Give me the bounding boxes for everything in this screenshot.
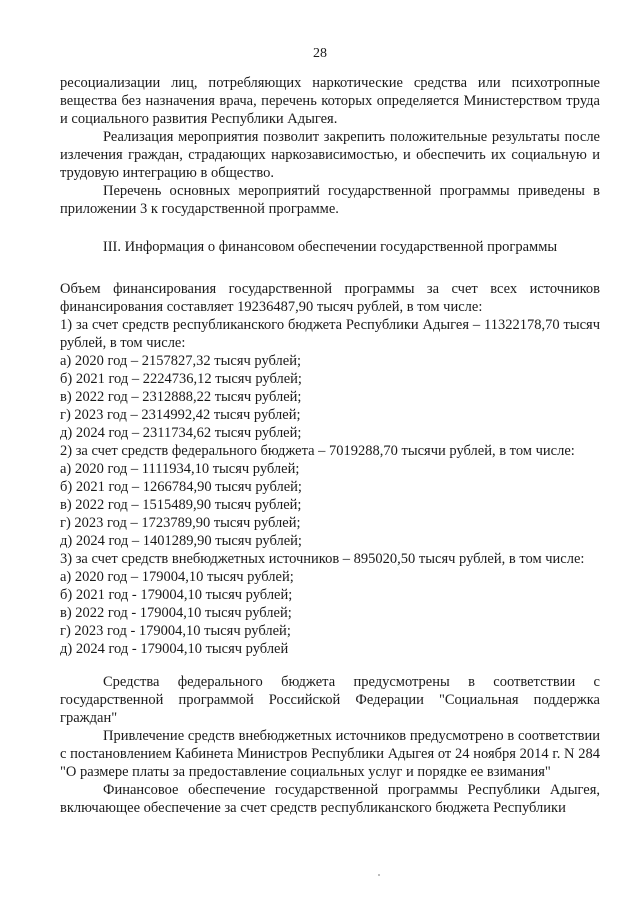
extrabudgetary-item: г) 2023 год - 179004,10 тысяч рублей; [60, 623, 291, 639]
regional-budget-item: а) 2020 год – 2157827,32 тысяч рублей; [60, 353, 302, 369]
paragraph-federal-funds: Средства федерального бюджета предусмотрены в соответствии с государственной программой Российской Федерации "Социальная поддержка граждан" [60, 674, 600, 726]
document-body [60, 74, 600, 817]
spacer [60, 658, 600, 673]
federal-budget-item: в) 2022 год – 1515489,90 тысяч рублей; [60, 497, 302, 513]
scan-dot [378, 874, 380, 876]
page-number: 28 [313, 46, 327, 61]
regional-budget-header: 1) за счет средств республиканского бюджета Республики Адыгея – 11322178,70 тысяч рублей, в том числе: [60, 317, 600, 351]
regional-budget-item: д) 2024 год – 2311734,62 тысяч рублей; [60, 425, 302, 441]
paragraph-activities-list: Перечень основных мероприятий государственной программы приведены в приложении 3 к государственной программе. [60, 183, 600, 217]
extrabudgetary-header: 3) за счет средств внебюджетных источников – 895020,50 тысяч рублей, в том числе: [60, 551, 585, 567]
federal-budget-header: 2) за счет средств федерального бюджета – 7019288,70 тысячи рублей, в том числе: [60, 443, 575, 459]
extrabudgetary-item: д) 2024 год - 179004,10 тысяч рублей [60, 641, 289, 657]
regional-budget-item: б) 2021 год – 2224736,12 тысяч рублей; [60, 371, 302, 387]
federal-budget-item: г) 2023 год – 1723789,90 тысяч рублей; [60, 515, 301, 531]
section-heading: III. Информация о финансовом обеспечении государственной программы [102, 239, 558, 255]
extrabudgetary-item: а) 2020 год – 179004,10 тысяч рублей; [60, 569, 294, 585]
paragraph-implementation: Реализация мероприятия позволит закрепить положительные результаты после излечения граждан, страдающих наркозависимостью, и обеспечить их социальную и трудовую интеграцию в общество. [60, 129, 600, 181]
federal-budget-item: д) 2024 год – 1401289,90 тысяч рублей; [60, 533, 302, 549]
paragraph-resocialization: ресоциализации лиц, потребляющих наркотические средства или психотропные вещества без назначения врача, перечень которых определяется Министерством труда и социального развития Республики Адыгея. [60, 75, 600, 127]
federal-budget-item: а) 2020 год – 1111934,10 тысяч рублей; [60, 461, 300, 477]
paragraph-extrabudgetary-funds: Привлечение средств внебюджетных источников предусмотрено в соответствии с постановлением Кабинета Министров Республики Адыгея от 24 ноября 2014 г. N 284 "О размере платы за предоставление социальных услуг и порядке ее взимания" [60, 728, 600, 780]
financing-intro: Объем финансирования государственной программы за счет всех источников финансирования составляет 19236487,90 тысяч рублей, в том числе: [60, 281, 600, 315]
paragraph-financial-support: Финансовое обеспечение государственной программы Республики Адыгея, включающее обеспечение за счет средств республиканского бюджета Республики [60, 782, 600, 816]
extrabudgetary-item: б) 2021 год - 179004,10 тысяч рублей; [60, 587, 293, 603]
regional-budget-item: в) 2022 год – 2312888,22 тысяч рублей; [60, 389, 302, 405]
federal-budget-item: б) 2021 год – 1266784,90 тысяч рублей; [60, 479, 302, 495]
regional-budget-item: г) 2023 год – 2314992,42 тысяч рублей; [60, 407, 301, 423]
extrabudgetary-item: в) 2022 год - 179004,10 тысяч рублей; [60, 605, 292, 621]
